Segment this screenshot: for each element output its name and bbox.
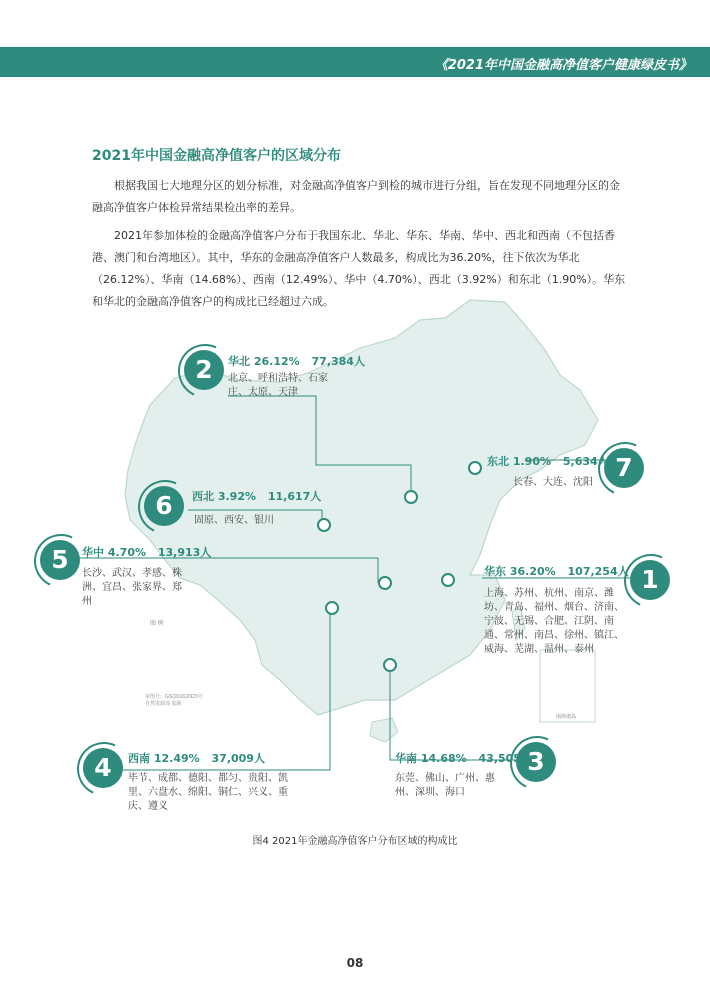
document-title: 《2021年中国金融高净值客户健康绿皮书》 — [434, 58, 692, 73]
marker-huazhong — [379, 577, 391, 589]
marker-xinan — [326, 602, 338, 614]
region-count: 107,254人 — [567, 565, 629, 578]
region-label-huadong — [484, 563, 629, 579]
region-pct: 3.92% — [217, 490, 257, 503]
region-pct: 12.49% — [153, 752, 200, 765]
region-pct: 4.70% — [107, 546, 147, 559]
region-count: 11,617人 — [267, 490, 322, 503]
region-number-badge: 3 — [516, 742, 556, 782]
region-label-huazhong — [82, 544, 211, 560]
region-number-badge: 7 — [604, 448, 644, 488]
region-count: 13,913人 — [157, 546, 212, 559]
region-count: 5,634人 — [562, 455, 609, 468]
marker-huabei — [405, 491, 417, 503]
region-cities: 长沙、武汉、孝感、株洲、宜昌、张家界、郑州 — [82, 568, 182, 607]
section-title: 2021年中国金融高净值客户的区域分布 — [92, 148, 341, 164]
region-name: 华中 — [82, 546, 104, 559]
legend-title: 图 例 — [150, 621, 164, 627]
page-number: 08 — [346, 956, 364, 970]
region-name: 东北 — [487, 455, 509, 468]
paragraph-1: 根据我国七大地理分区的划分标准，对金融高净值客户到检的城市进行分组，旨在发现不同地理分区的金融高净值客户体检异常结果检出率的差异。 — [92, 179, 620, 214]
region-label-xibei — [192, 488, 321, 504]
region-name: 西南 — [128, 752, 150, 765]
paragraph-2: 2021年参加体检的金融高净值客户分布于我国东北、华北、华东、华南、华中、西北和西南（不包括香港、澳门和台湾地区）。其中，华东的金融高净值客户人数最多，构成比为36.20%，往下依次为华北（26.12%）、华南（14.68%）、西南（12.49%）、华中（4.70%）、西北（3.92%）和东北（1.90%）。华东和华北的金融高净值客户的构成比已经超过六成。 — [92, 229, 626, 308]
region-number-badge: 4 — [83, 748, 123, 788]
region-count: 77,384人 — [311, 355, 365, 368]
region-pct: 14.68% — [420, 752, 467, 765]
region-label-dongbei — [487, 453, 609, 469]
region-name: 西北 — [192, 490, 214, 503]
region-number-badge: 6 — [144, 486, 184, 526]
marker-xibei — [318, 519, 330, 531]
marker-dongbei — [469, 462, 481, 474]
region-count: 37,009人 — [211, 752, 265, 765]
legend-credit: 审图号：GS(2016)2923号 — [145, 694, 203, 700]
region-count: 43,505人 — [478, 752, 532, 765]
region-name: 华北 — [228, 355, 250, 368]
legend-credit-2: 自然资源部 监制 — [145, 701, 182, 707]
marker-huadong — [442, 574, 454, 586]
map-legend-box — [145, 619, 203, 707]
region-cities: 北京、呼和浩特、石家庄、太原、天津 — [228, 373, 328, 398]
region-name: 华东 — [484, 565, 506, 578]
region-cities: 上海、苏州、杭州、南京、潍坊、青岛、福州、烟台、济南、宁波、无锡、合肥、江阴、南通、常州、南昌、徐州、镇江、威海、芜湖、温州、泰州 — [484, 588, 624, 655]
region-cities: 长春、大连、沈阳 — [513, 477, 593, 488]
region-name: 华南 — [395, 752, 417, 765]
region-pct: 36.20% — [509, 565, 556, 578]
region-number-badge: 2 — [184, 350, 224, 390]
region-number-badge: 5 — [40, 540, 80, 580]
region-cities: 固原、西安、银川 — [194, 515, 274, 526]
hainan-island — [370, 718, 398, 742]
figure-caption: 图4 2021年金融高净值客户分布区域的构成比 — [252, 836, 458, 847]
region-number-badge: 1 — [630, 560, 670, 600]
region-pct: 1.90% — [512, 455, 552, 468]
svg-text:南海诸岛: 南海诸岛 — [556, 714, 577, 720]
region-cities: 毕节、成都、德阳、都匀、贵阳、凯里、六盘水、绵阳、铜仁、兴义、重庆、遵义 — [128, 773, 288, 812]
region-label-huanan — [395, 750, 532, 766]
region-pct: 26.12% — [253, 355, 300, 368]
region-cities: 东莞、佛山、广州、惠州、深圳、海口 — [395, 773, 495, 798]
region-label-xinan — [128, 750, 265, 766]
marker-huanan — [384, 659, 396, 671]
nine-dash-inset — [540, 650, 595, 722]
region-label-huabei — [228, 353, 365, 369]
